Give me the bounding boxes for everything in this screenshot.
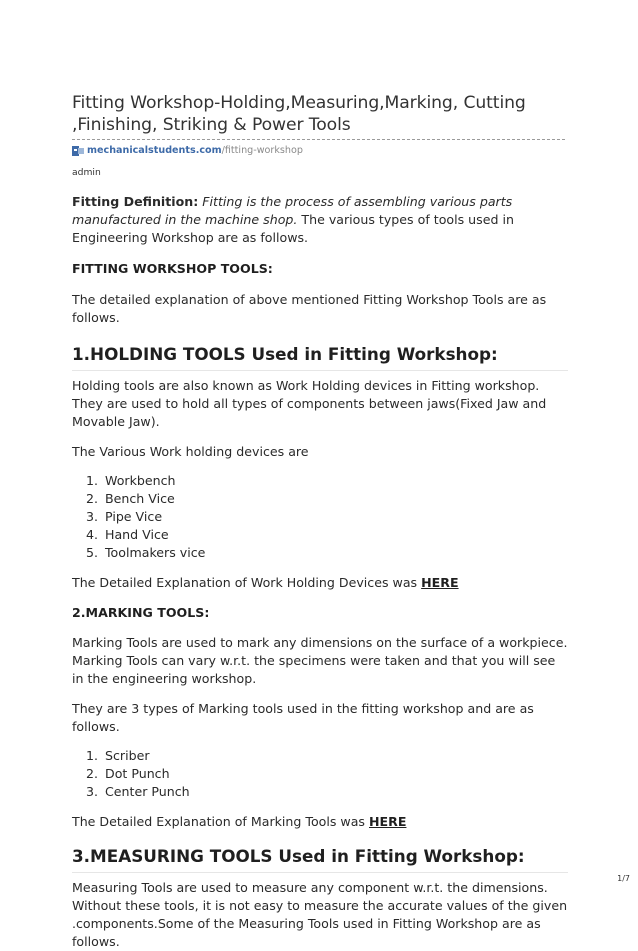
marking-heading: 2.MARKING TOOLS: bbox=[72, 605, 210, 620]
tools-heading: FITTING WORKSHOP TOOLS: bbox=[72, 261, 273, 276]
source-domain-link[interactable]: mechanicalstudents.com bbox=[87, 145, 222, 156]
holding-here-link[interactable]: HERE bbox=[421, 575, 459, 590]
definition-paragraph bbox=[72, 193, 568, 247]
list-item: 5. Toolmakers vice bbox=[86, 545, 206, 560]
list-item: 4. Hand Vice bbox=[86, 527, 169, 542]
title-divider bbox=[72, 139, 565, 140]
holding-heading: 1.HOLDING TOOLS Used in Fitting Workshop: bbox=[72, 343, 568, 371]
holding-list-intro: The Various Work holding devices are bbox=[72, 444, 309, 459]
holding-explanation: The Detailed Explanation of Work Holding Devices was HERE bbox=[72, 575, 459, 590]
measuring-heading: 3.MEASURING TOOLS Used in Fitting Workshop: bbox=[72, 845, 568, 873]
source-path: /fitting-workshop bbox=[221, 145, 303, 156]
holding-devices-list bbox=[72, 472, 568, 562]
measuring-text: Measuring Tools are used to measure any component w.r.t. the dimensions. Without these tools, it is not easy to measure the accurate values of the given .components.Some of the Measuring Tools used in Fitting Workshop are as follows. bbox=[72, 880, 568, 949]
article bbox=[72, 92, 568, 951]
source-line bbox=[72, 144, 568, 157]
page-title bbox=[72, 92, 568, 136]
holding-text: Holding tools are also known as Work Holding devices in Fitting workshop. They are used to hold all types of components between jaws(Fixed Jaw and Movable Jaw). bbox=[72, 378, 547, 429]
site-favicon-icon bbox=[72, 145, 84, 157]
page-number: 1/7 bbox=[617, 874, 630, 883]
definition-rest: The various types of tools used in Engineering Workshop are as follows. bbox=[72, 212, 514, 245]
title-line-2: ,Finishing, Striking & Power Tools bbox=[72, 115, 351, 135]
marking-tools-list bbox=[72, 747, 568, 801]
list-item: 1. Scriber bbox=[86, 748, 150, 763]
title-line-1: Fitting Workshop-Holding,Measuring,Marking, Cutting bbox=[72, 93, 526, 113]
list-item: 2. Bench Vice bbox=[86, 491, 175, 506]
list-item: 2. Dot Punch bbox=[86, 766, 170, 781]
list-item: 3. Pipe Vice bbox=[86, 509, 163, 524]
definition-italic: Fitting is the process of assembling various parts manufactured in the machine shop. bbox=[72, 194, 513, 227]
tools-text: The detailed explanation of above mentioned Fitting Workshop Tools are as follows. bbox=[72, 292, 547, 325]
marking-here-link[interactable]: HERE bbox=[369, 814, 407, 829]
marking-list-intro: They are 3 types of Marking tools used in the fitting workshop and are as follows. bbox=[72, 701, 534, 734]
author: admin bbox=[72, 167, 101, 178]
list-item: 3. Center Punch bbox=[86, 784, 190, 799]
definition-label: Fitting Definition: bbox=[72, 194, 199, 209]
marking-explanation: The Detailed Explanation of Marking Tools was HERE bbox=[72, 814, 407, 829]
marking-text: Marking Tools are used to mark any dimensions on the surface of a workpiece. Marking Tools can vary w.r.t. the specimens were taken and that you will see in the engineering workshop. bbox=[72, 635, 568, 686]
list-item: 1. Workbench bbox=[86, 473, 176, 488]
